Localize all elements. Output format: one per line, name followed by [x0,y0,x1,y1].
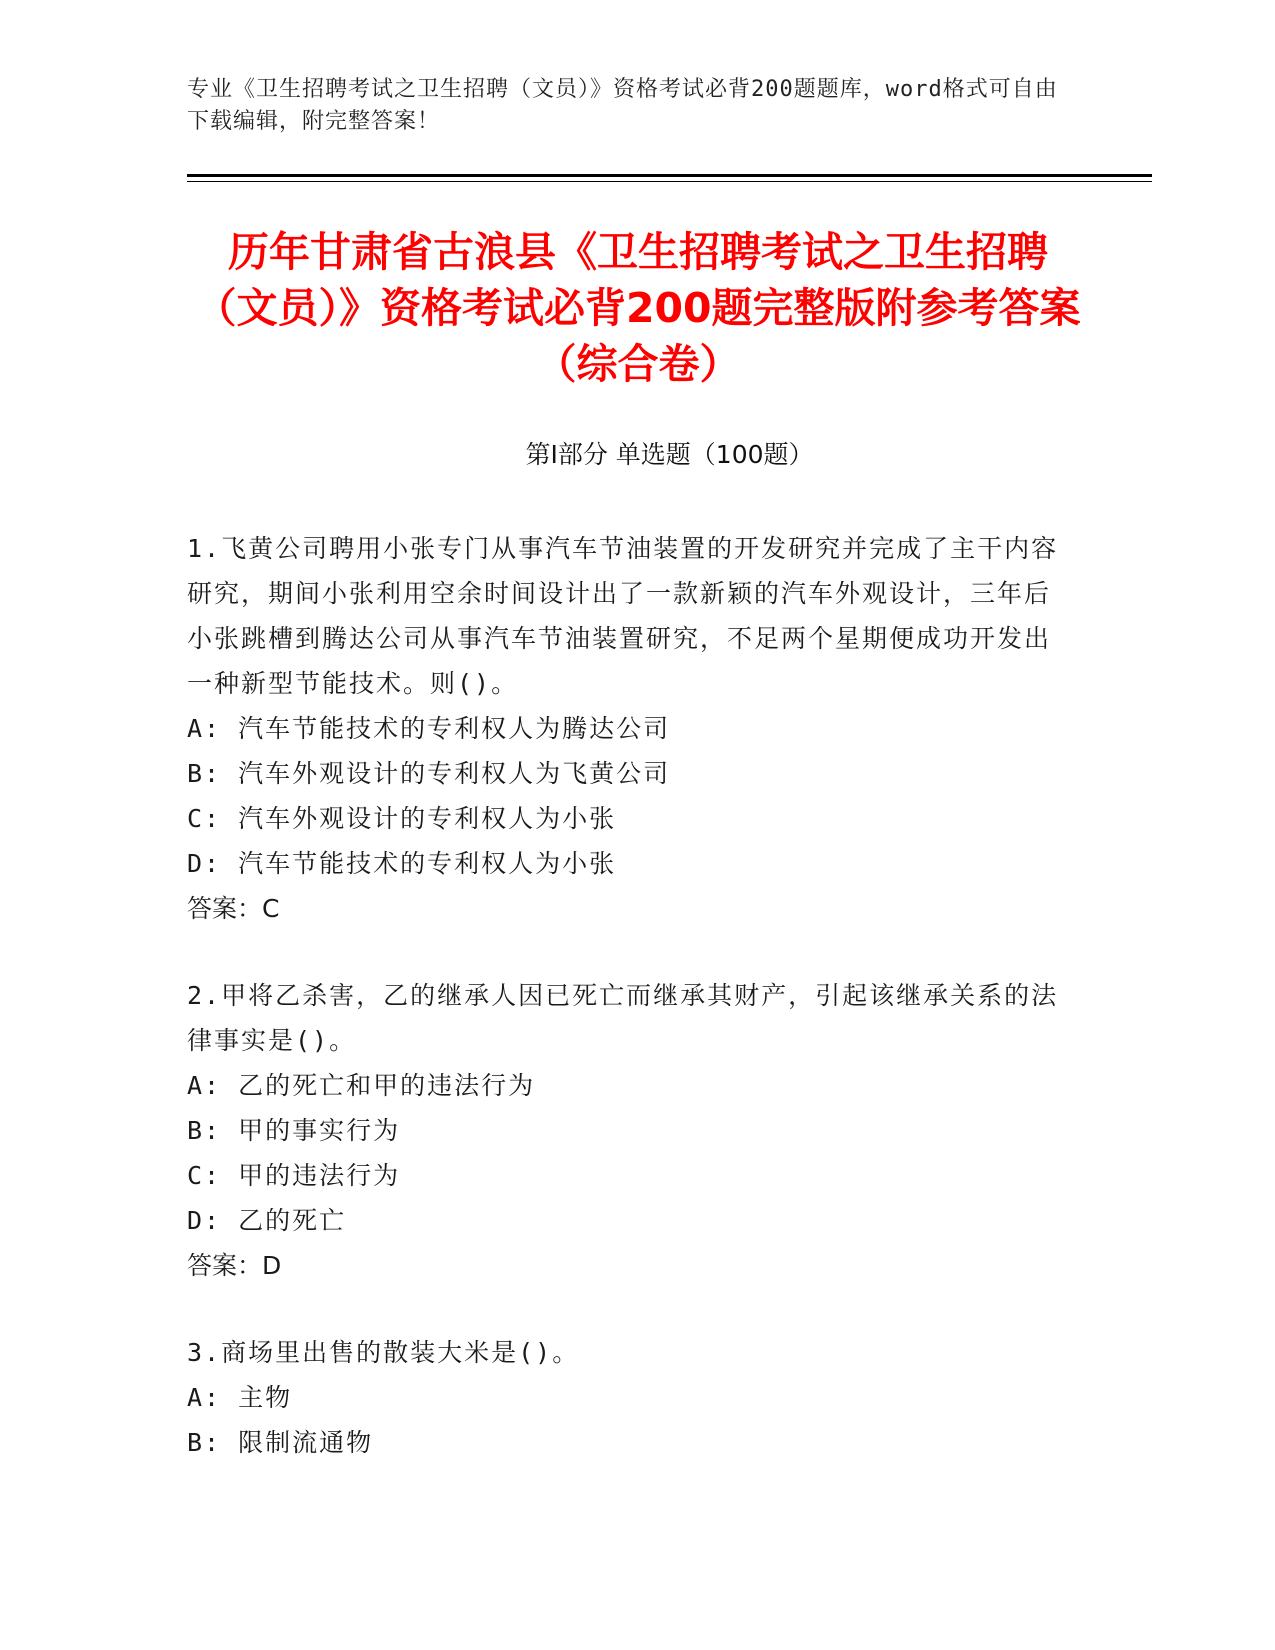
question-3 [187,1330,1067,1465]
option-a: A: 乙的死亡和甲的违法行为 [187,1071,536,1100]
answer-line: 答案：C [187,894,280,923]
question-stem: 3.商场里出售的散装大米是()。 [187,1338,580,1367]
header-divider-thin [187,181,1152,182]
option-b: B: 汽车外观设计的专利权人为飞黄公司 [187,759,671,788]
document-title: 历年甘肃省古浪县《卫生招聘考试之卫生招聘（文员）》资格考试必背200题完整版附参考答案（综合卷） [195,228,1081,388]
option-b: B: 甲的事实行为 [187,1116,401,1145]
answer-line: 答案：D [187,1251,282,1280]
option-b: B: 限制流通物 [187,1428,374,1457]
option-d: D: 汽车节能技术的专利权人为小张 [187,849,617,878]
option-a: A: 主物 [187,1383,293,1412]
section-title: 第Ⅰ部分 单选题（100题） [525,440,814,469]
header-divider-thick [187,174,1152,177]
question-2 [187,973,1067,1288]
option-a: A: 汽车节能技术的专利权人为腾达公司 [187,714,671,743]
question-stem: 1.飞黄公司聘用小张专门从事汽车节油装置的开发研究并完成了主干内容研究，期间小张利用空余时间设计出了一款新颖的汽车外观设计，三年后小张跳槽到腾达公司从事汽车节油装置研究，不足两个星期便成功开发出一种新型节能技术。则()。 [187,534,1059,698]
option-c: C: 甲的违法行为 [187,1161,401,1190]
option-c: C: 汽车外观设计的专利权人为小张 [187,804,617,833]
option-d: D: 乙的死亡 [187,1206,347,1235]
question-list [187,526,1067,1507]
question-1 [187,526,1067,931]
header-note: 专业《卫生招聘考试之卫生招聘（文员）》资格考试必背200题题库，word格式可自由下载编辑，附完整答案！ [187,77,1058,134]
question-stem: 2.甲将乙杀害，乙的继承人因已死亡而继承其财产，引起该继承关系的法律事实是()。 [187,981,1059,1055]
